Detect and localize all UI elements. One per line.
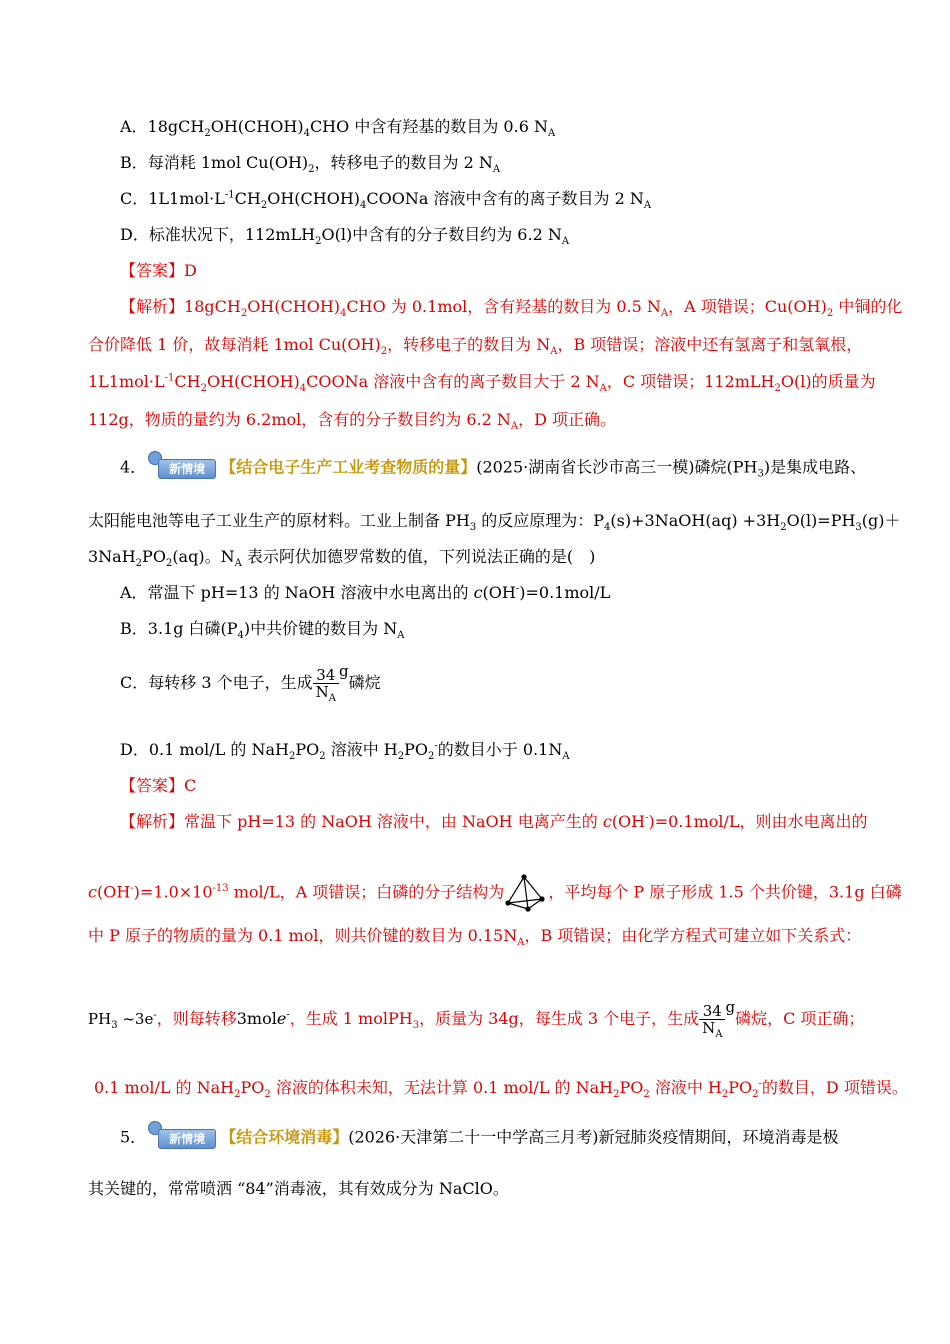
q4-explanation-line-5: 0.1 mol/L 的 $NaH_2PO_2$ 溶液的体积未知，无法计算 0.1 mol/L 的 $NaH_2PO_2$ 溶液中 $H_2PO_2^-$的数目，D 项错误。 (94, 1078, 908, 1101)
q3-option-b: B．每消耗 1mol $Cu(OH)_2$，转移电子的数目为 2 $N_A$ (120, 153, 501, 176)
white-phosphorus-structure-icon (504, 873, 548, 913)
relation-formula: $PH_3$ ~3e- (88, 1010, 157, 1031)
q4-option-a: A．常温下 pH=13 的 NaOH 溶液中水电离出的 c(OH-)=0.1mol/L (120, 583, 611, 602)
question-number: 4． (120, 457, 147, 477)
q3-option-c: C．$1L1mol\cdot L^{-1}CH_2OH(CHOH)_4COONa$ 溶液中含有的离子数目为 2 $N_A$ (120, 189, 652, 212)
new-context-badge-icon: 新情境 (146, 1127, 216, 1149)
q4-stem-line-3: $3NaH_2PO_2(aq)$。$N_A$ 表示阿伏加德罗常数的值，下列说法正确的是( ) (88, 547, 596, 570)
q4-option-c: C．每转移 3 个电子，生成 $\frac{34}{N_A}$ g磷烷 (120, 662, 381, 704)
q3-option-d: D．标准状况下，112mLH$_2$O(l)中含有的分子数目约为 6.2 $N_A$ (120, 225, 570, 248)
q3-explanation-line-1: 【解析】$18gCH_2OH(CHOH)_4CHO$ 为 0.1mol，含有羟基的数目为 0.5 $N_A$，A 项错误；$Cu(OH)_2$ 中铜的化 (120, 297, 903, 320)
q4-header: 4． 新情境 【结合电子生产工业考查物质的量】(2025·湖南省长沙市高三一模)磷烷$(PH_3)$是集成电路、 (120, 457, 866, 479)
q3-explanation-line-3: $1L1mol\cdot L^{-1}CH_2OH(CHOH)_4COONa$ 溶液中含有的离子数目大于 2 $N_A$，C 项错误；112mLH$_2$O(l)的质量为 (88, 372, 876, 395)
fraction: $\frac{34}{N_A}$ (313, 667, 339, 700)
q4-explanation-line-1: 【解析】常温下 pH=13 的 NaOH 溶液中，由 NaOH 电离产生的 c(OH-)=0.1mol/L，则由水电离出的 (120, 812, 868, 831)
q3-explanation-line-2: 合价降低 1 价，故每消耗 1mol $Cu(OH)_2$，转移电子的数目为 $N_A$，B 项错误；溶液中还有氢离子和氢氧根， (88, 335, 863, 358)
q5-stem-line-2: 其关键的，常常喷洒 “84”消毒液，其有效成分为 NaClO。 (88, 1179, 509, 1198)
q4-topic-tag: 【结合电子生产工业考查物质的量】 (220, 457, 477, 477)
question-number: 5． (120, 1127, 147, 1147)
q4-explanation-line-2: $c(OH^-)=1.0\times 10^{-13}$ mol/L，A 项错误；白磷的分子结构为 ，平均每个 P 原子形成 1.5 个共价键，3.1g 白磷 (88, 873, 902, 913)
new-context-badge-icon: 新情境 (146, 457, 216, 479)
q4-option-b: B．3.1g 白磷$(P_4)$中共价键的数目为 $N_A$ (120, 619, 405, 642)
q4-option-d: D．0.1 mol/L 的 $NaH_2PO_2$ 溶液中 $H_2PO_2^-$的数目小于 $0.1N_A$ (120, 740, 570, 763)
q4-explanation-line-4: $PH_3$ ~3e-，则每转移3mole-，生成 1 molPH$_3$，质量为 34g，每生成 3 个电子，生成 $\frac{34}{N_A}$ g磷烷，C 项正确； (88, 998, 865, 1040)
q3-explanation-line-4: 112g，物质的量约为 6.2mol，含有的分子数目约为 6.2 $N_A$，D 项正确。 (88, 410, 617, 433)
q5-header: 5． 新情境 【结合环境消毒】(2026·天津第二十一中学高三月考)新冠肺炎疫情期间，环境消毒是极 (120, 1127, 839, 1149)
q4-answer: 【答案】C (120, 776, 197, 795)
q4-stem-line-2: 太阳能电池等电子工业生产的原材料。工业上制备 $PH_3$ 的反应原理为：$P_4(s)+3NaOH(aq) +3H_2O(l)=PH_3(g)+$ (88, 511, 901, 534)
q3-option-a: A．$18gCH_2OH(CHOH)_4CHO$ 中含有羟基的数目为 0.6 $N_A$ (120, 117, 556, 140)
q3-answer: 【答案】D (120, 261, 197, 280)
fraction: $\frac{34}{N_A}$ (699, 1003, 725, 1036)
q4-explanation-line-3: 中 P 原子的物质的量为 0.1 mol，则共价键的数目为 $0.15N_A$，B 项错误；由化学方程式可建立如下关系式： (88, 926, 862, 949)
q5-topic-tag: 【结合环境消毒】 (220, 1127, 349, 1147)
